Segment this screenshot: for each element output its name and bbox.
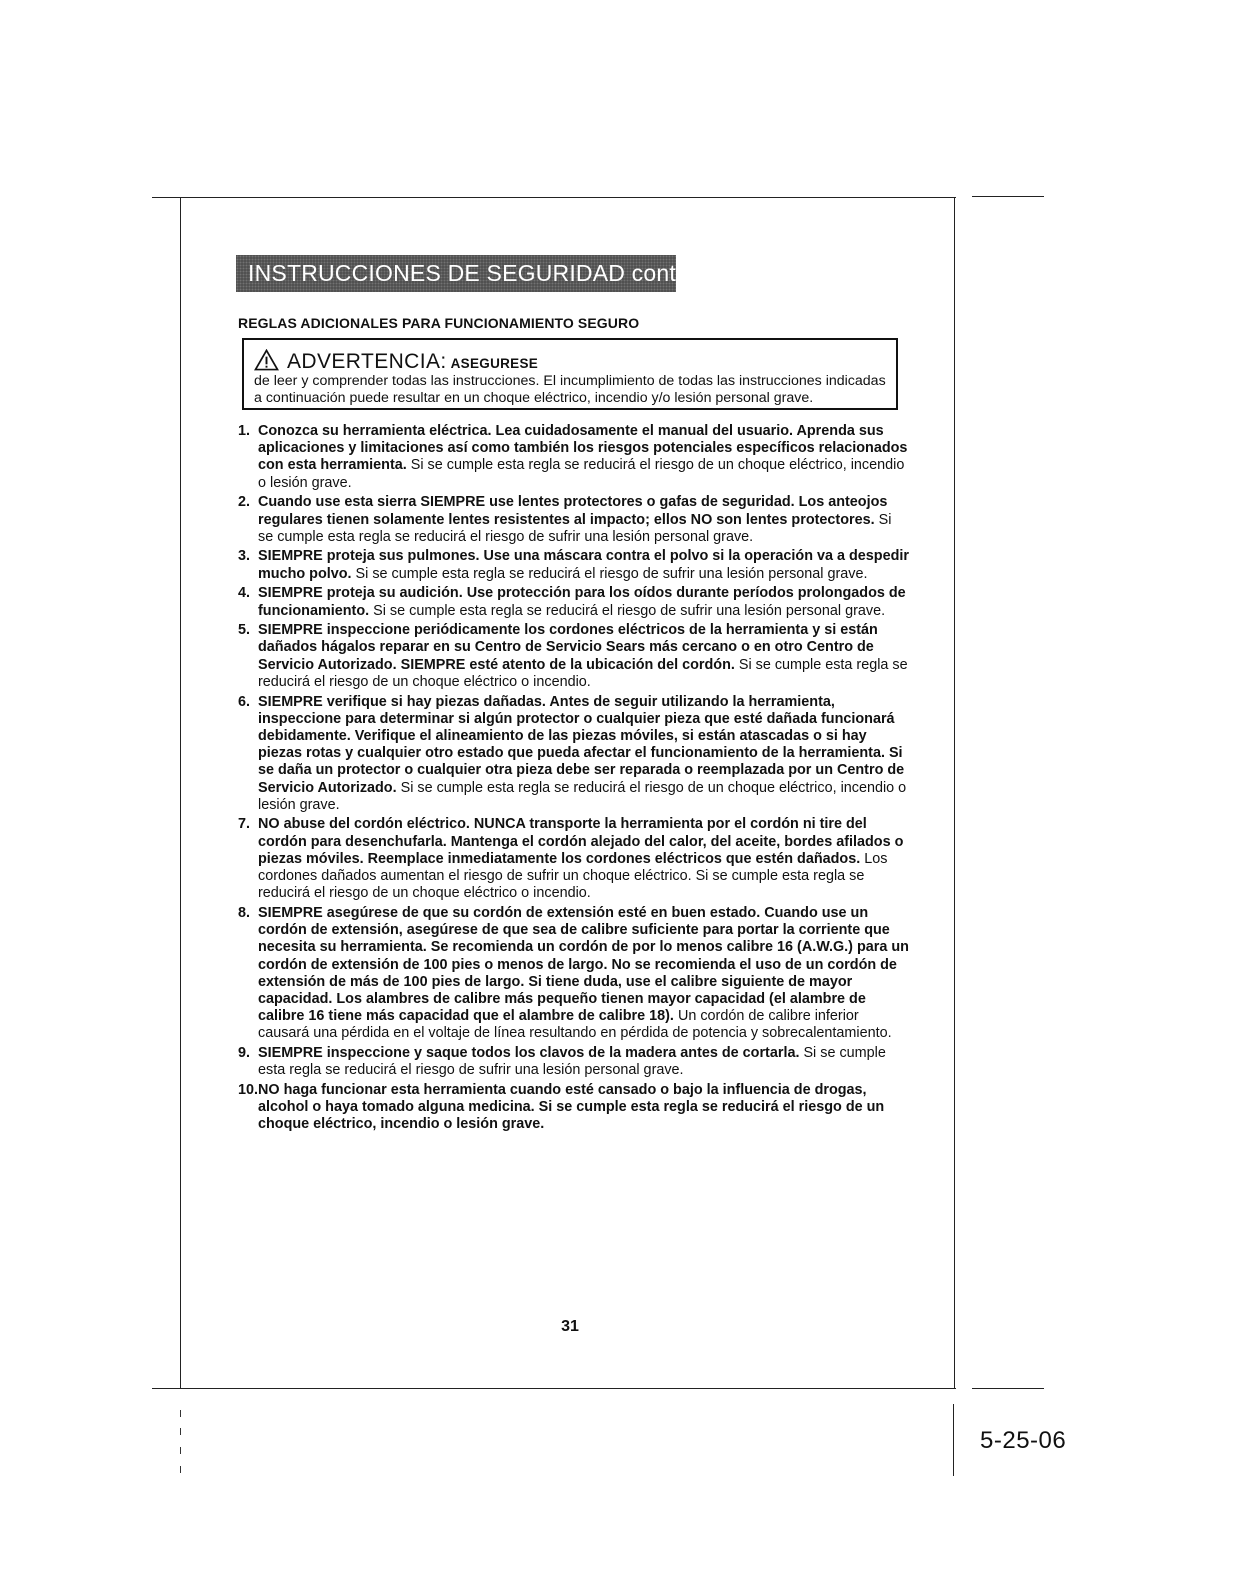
list-item bbox=[238, 622, 910, 691]
safety-rules-list bbox=[238, 423, 910, 1136]
rule-bold-text: SIEMPRE asegúrese de que su cordón de extensión esté en buen estado. Cuando use un cordón de extensión, asegúrese de que sea de calibre suficiente para portar la corriente que necesita su herramienta. Se recomienda un cordón de por lo menos calibre 16 (A.W.G.) para un cordón de extensión de 100 pies o menos de largo. No se recomienda el uso de un cordón de extensión de más de 100 pies de largo. Si tiene duda, use el calibre siguiente de mayor capacidad. Los alambres de calibre más pequeño tienen mayor capacidad (el alambre de calibre 16 tiene más capacidad que el alambre de calibre 18). bbox=[258, 904, 909, 1025]
rule-number: 5. bbox=[238, 622, 251, 639]
rule-number: 3. bbox=[238, 548, 251, 565]
warning-text: de leer y comprender todas las instrucciones. El incumplimiento de todas las instrucciones indicadas a continuación puede resultar en un choque eléctrico, incendio y/o lesión personal grave. bbox=[254, 372, 886, 406]
crop-mark bbox=[180, 1410, 181, 1417]
rule-bold-text: NO abuse del cordón eléctrico. NUNCA transporte la herramienta por el cordón ni tire del cordón para desenchufarla. Mantenga el cordón alejado del calor, del aceite, bordes afilados o piezas móviles. Reemplace inmediatamente los cordones eléctricos que estén dañados. bbox=[258, 816, 904, 867]
rule-bold-text: SIEMPRE verifique si hay piezas dañadas. Antes de seguir utilizando la herramienta, inspeccione para determinar si algún protector o cualquier pieza que esté dañada funcionará debidamente. Verifique el alineamiento de las piezas móviles, si están atascadas o si hay piezas rotas y cualquier otro estado que pueda afectar el funcionamiento de la herramienta. Si se daña un protector o cualquier otra pieza debe ser reparada o reemplazada por un Centro de Servicio Autorizado. bbox=[258, 693, 905, 796]
rule-number: 2. bbox=[238, 494, 251, 511]
rule-number: 9. bbox=[238, 1045, 251, 1062]
crop-mark bbox=[180, 1466, 181, 1473]
bottom-rule bbox=[152, 1388, 956, 1389]
top-rule bbox=[152, 197, 956, 198]
rule-bold-text: Conozca su herramienta eléctrica. Lea cuidadosamente el manual del usuario. Aprenda sus aplicaciones y limitaciones así como también los riesgos potenciales específicos relacionados con esta herramienta. bbox=[258, 423, 908, 474]
list-item bbox=[238, 1082, 910, 1134]
rule-number: 10. bbox=[238, 1082, 259, 1099]
section-banner: INSTRUCCIONES DE SEGURIDAD cont. bbox=[236, 255, 676, 292]
rule-text: Un cordón de calibre inferior causará una pérdida en el voltaje de línea resultando en pérdida de potencia y sobrecalentamiento. bbox=[258, 1008, 892, 1042]
list-item bbox=[238, 1045, 910, 1079]
rule-text: Los cordones dañados aumentan el riesgo de sufrir un choque eléctrico. Si se cumple esta regla se reducirá el riesgo de un choque eléctrico o incendio. bbox=[258, 850, 888, 902]
rule-bold-text: NO haga funcionar esta herramienta cuando esté cansado o bajo la influencia de drogas, alcohol o haya tomado alguna medicina. Si se cumple esta regla se reducirá el riesgo de un choque eléctrico, incendio o lesión grave. bbox=[258, 1082, 885, 1133]
section-subtitle: REGLAS ADICIONALES PARA FUNCIONAMIENTO SEGURO bbox=[238, 315, 640, 331]
warning-header bbox=[254, 346, 886, 373]
rule-number: 8. bbox=[238, 904, 251, 921]
rule-bold-text: SIEMPRE proteja su audición. Use protección para los oídos durante períodos prolongados de funcionamiento. bbox=[258, 585, 906, 619]
rule-number: 1. bbox=[238, 423, 251, 439]
bottom-right-rule bbox=[972, 1388, 1044, 1389]
list-item bbox=[238, 494, 910, 546]
rule-number: 6. bbox=[238, 693, 251, 710]
rule-number: 7. bbox=[238, 816, 251, 833]
rule-text: Si se cumple esta regla se reducirá el riesgo de sufrir una lesión personal grave. bbox=[258, 1045, 886, 1079]
rule-number: 4. bbox=[238, 585, 251, 602]
rule-text: Si se cumple esta regla se reducirá el riesgo de un choque eléctrico, incendio o lesión grave. bbox=[258, 779, 907, 813]
crop-mark bbox=[180, 1428, 181, 1435]
list-item bbox=[238, 694, 910, 814]
left-rule bbox=[180, 197, 181, 1389]
list-item bbox=[238, 423, 910, 492]
page-number: 31 bbox=[561, 1318, 579, 1335]
warning-triangle-icon bbox=[254, 349, 279, 371]
list-item bbox=[238, 585, 910, 619]
rule-text: Si se cumple esta regla se reducirá el riesgo de sufrir una lesión personal grave. bbox=[355, 565, 868, 582]
warning-box bbox=[242, 338, 898, 410]
list-item bbox=[238, 548, 910, 582]
rule-bold-text: SIEMPRE inspeccione periódicamente los cordones eléctricos de la herramienta y si están dañados hágalos reparar en su Centro de Servicio Sears más cercano o en otro Centro de Servicio Autorizado. SIEMPRE esté atento de la ubicación del cordón. bbox=[258, 622, 878, 673]
date-divider bbox=[953, 1404, 954, 1476]
list-item bbox=[238, 816, 910, 902]
rule-text: Si se cumple esta regla se reducirá el riesgo de un choque eléctrico, incendio o lesión grave. bbox=[258, 457, 905, 491]
rule-text: Si se cumple esta regla se reducirá el riesgo de sufrir una lesión personal grave. bbox=[373, 602, 886, 619]
date-stamp: 5-25-06 bbox=[980, 1427, 1067, 1454]
top-right-rule bbox=[972, 196, 1044, 197]
warning-strong-text: ASEGURESE bbox=[450, 356, 539, 371]
rule-bold-text: Cuando use esta sierra SIEMPRE use lentes protectores o gafas de seguridad. Los anteojos regulares tienen solamente lentes resistentes al impacto; ellos NO son lentes protectores. bbox=[258, 494, 888, 528]
rule-bold-text: SIEMPRE inspeccione y saque todos los clavos de la madera antes de cortarla. bbox=[258, 1045, 800, 1062]
right-rule bbox=[954, 197, 955, 1389]
list-item bbox=[238, 905, 910, 1043]
warning-label: ADVERTENCIA: bbox=[287, 350, 447, 373]
crop-mark bbox=[180, 1447, 181, 1454]
rule-text: Si se cumple esta regla se reducirá el riesgo de un choque eléctrico o incendio. bbox=[258, 656, 908, 690]
rule-bold-text: SIEMPRE proteja sus pulmones. Use una máscara contra el polvo si la operación va a despedir mucho polvo. bbox=[258, 548, 909, 582]
rule-text: Si se cumple esta regla se reducirá el riesgo de sufrir una lesión personal grave. bbox=[258, 511, 892, 545]
